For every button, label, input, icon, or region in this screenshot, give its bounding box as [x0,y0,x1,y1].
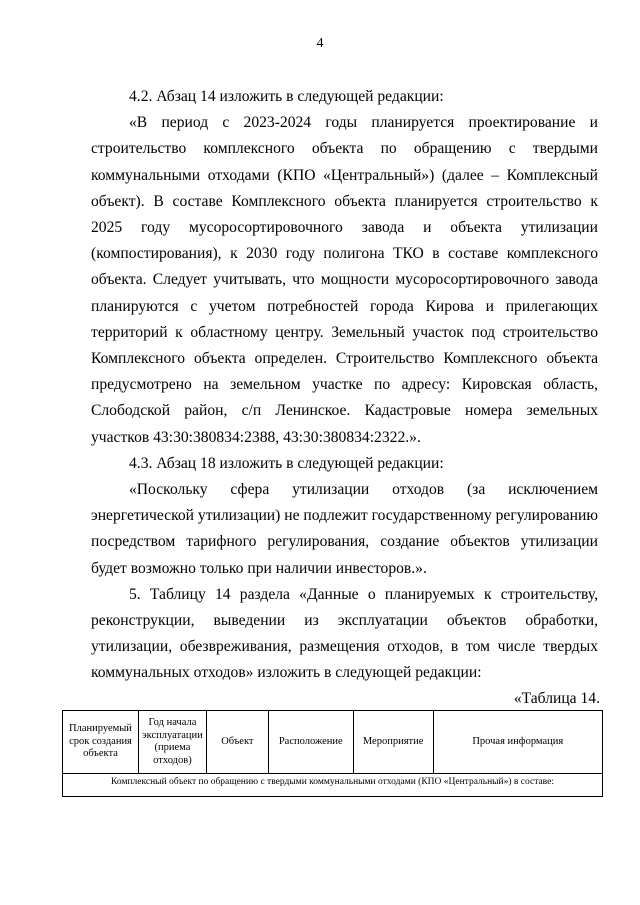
paragraph-4-3: 4.3. Абзац 18 изложить в следующей редакции: [129,454,444,472]
header-location: Расположение [268,711,353,774]
header-planned-term: Планируемый срок создания объекта [63,711,139,774]
document-body [91,84,598,687]
paragraph-4-2: 4.2. Абзац 14 изложить в следующей редакции: [129,88,444,105]
page-number: 4 [316,36,324,51]
paragraph-4-3-text: «Поскольку сфера утилизации отходов (за исключением энергетической утилизации) не подлежит государственному регулированию посредством тарифного регулирования, создание объектов утилизации будет возможно только при наличии инвесторов.». [91,481,598,577]
table-header-row [63,711,603,774]
header-other-info: Прочая информация [433,711,602,774]
header-measure: Мероприятие [353,711,433,774]
paragraph-5: 5. Таблицу 14 раздела «Данные о планируемых к строительству, реконструкции, выведении из эксплуатации объектов обработки, утилизации, обезвреживания, размещения отходов, в том числе твердых коммунальных отходов» изложить в следующей редакции: [91,585,598,682]
table-row [63,774,603,797]
header-start-year: Год начала эксплуатации (приема отходов) [138,711,206,774]
header-object: Объект [206,711,268,774]
section-row-complex-object: Комплексный объект по обращению с твердыми коммунальными отходами (КПО «Центральный») в составе: [63,774,603,797]
paragraph-4-2-text: «В период с 2023-2024 годы планируется проектирование и строительство комплексного объекта по обращению с твердыми коммунальными отходами (КПО «Центральный») (далее – Комплексный объект). В составе Комплексного объекта планируется строительство к 2025 году мусоросортировочного завода и объекта утилизации (компостирования), к 2030 году полигона ТКО в составе комплексного объекта. Следует учитывать, что мощности мусоросортировочного завода планируются с учетом потребностей города Кирова и прилегающих территорий к областному центру. Земельный участок под строительство Комплексного объекта определен. Строительство Комплексного объекта предусмотрено на земельном участке по адресу: Кировская область, Слободской район, с/п Ленинское. Кадастровые номера земельных участков 43:30:380834:2388, 43:30:380834:2322.». [91,114,598,446]
plan-table [62,710,603,797]
table-caption: «Таблица 14. [513,690,600,707]
